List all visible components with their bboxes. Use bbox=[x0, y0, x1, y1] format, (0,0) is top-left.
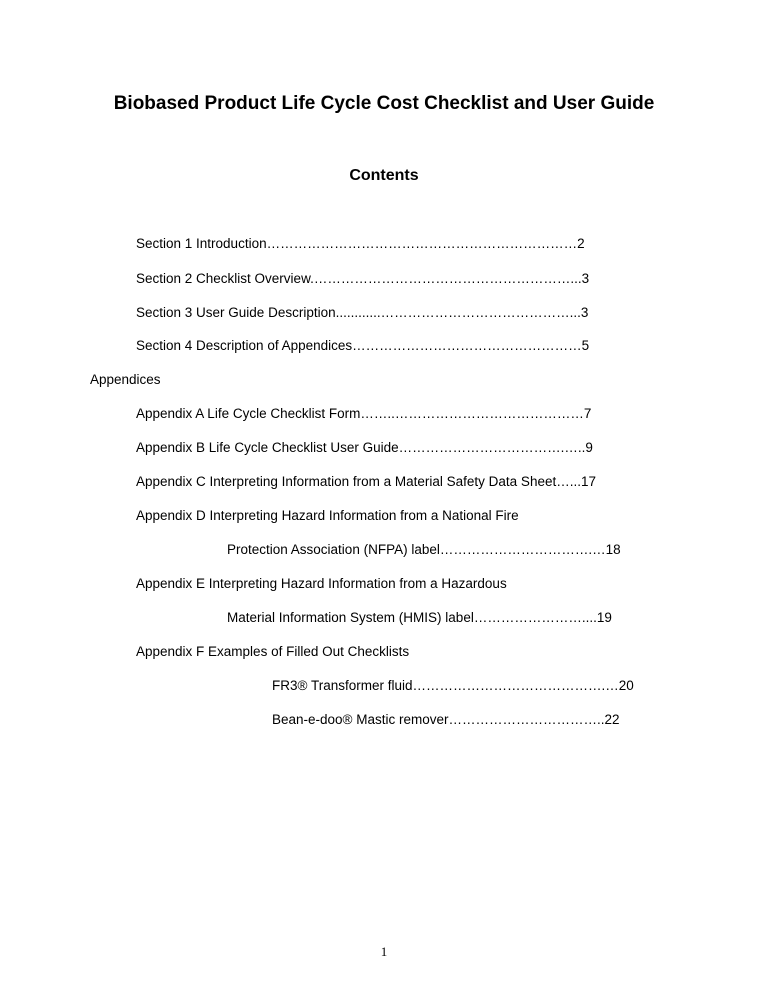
toc-section-1: Section 1 Introduction……………………………………………………………2 bbox=[136, 236, 585, 251]
toc-appendix-a: Appendix A Life Cycle Checklist Form……..……………………………………7 bbox=[136, 406, 592, 421]
contents-heading: Contents bbox=[349, 167, 419, 184]
toc-appendix-c: Appendix C Interpreting Information from a Material Safety Data Sheet…...17 bbox=[136, 474, 596, 489]
document-title: Biobased Product Life Cycle Cost Checklist and User Guide bbox=[113, 93, 655, 114]
toc-appendix-f-item-1: FR3® Transformer fluid…………………………………….…20 bbox=[272, 678, 634, 693]
page-number: 1 bbox=[380, 944, 388, 959]
toc-section-2: Section 2 Checklist Overview.…………………………………………………...3 bbox=[136, 271, 590, 286]
appendices-label: Appendices bbox=[90, 372, 161, 387]
toc-appendix-b: Appendix B Life Cycle Checklist User Guide……………………………….…..9 bbox=[136, 440, 593, 455]
toc-section-4: Section 4 Description of Appendices……………………………………………5 bbox=[136, 338, 590, 353]
toc-section-3: Section 3 User Guide Description............……………………………………...3 bbox=[136, 305, 589, 320]
toc-appendix-d-line-2: Protection Association (NFPA) label…………………………….…18 bbox=[227, 542, 621, 557]
toc-appendix-f-item-2: Bean-e-doo® Mastic remover……………………………..22 bbox=[272, 712, 620, 727]
toc-appendix-e-line-1: Appendix E Interpreting Hazard Information from a Hazardous bbox=[136, 576, 507, 591]
toc-appendix-d-line-1: Appendix D Interpreting Hazard Information from a National Fire bbox=[136, 508, 519, 523]
toc-appendix-f: Appendix F Examples of Filled Out Checklists bbox=[136, 644, 410, 659]
toc-appendix-e-line-2: Material Information System (HMIS) label……………………....19 bbox=[227, 610, 612, 625]
